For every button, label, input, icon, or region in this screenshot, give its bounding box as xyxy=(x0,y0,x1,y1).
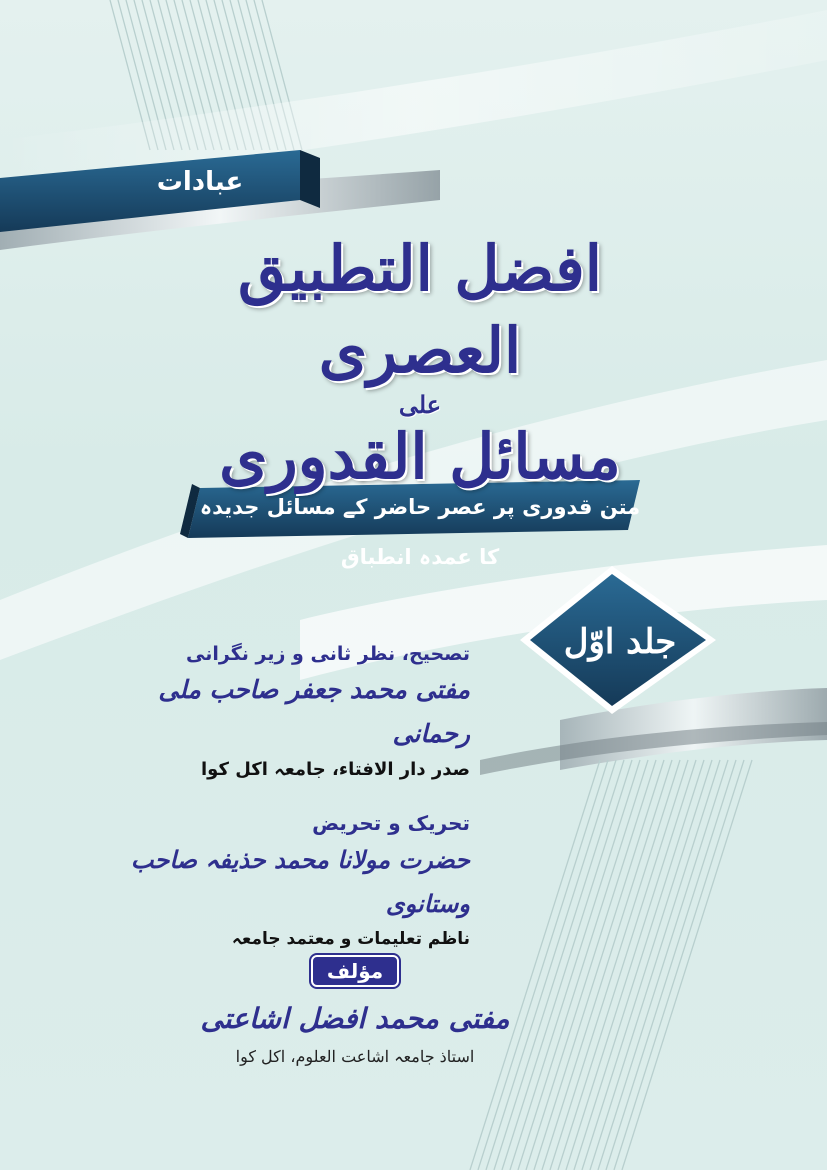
book-title xyxy=(130,228,710,496)
motivator-heading: تحریک و تحریض xyxy=(312,811,470,835)
title-line-2: مسائل القدوری xyxy=(219,420,621,493)
motivator-role: ناظم تعلیمات و معتمد جامعہ xyxy=(231,929,470,949)
author-label: مؤلف xyxy=(311,955,399,987)
editor-name: مفتی محمد جعفر صاحب ملی رحمانی xyxy=(158,675,470,748)
title-line-1: افضل التطبیق العصری xyxy=(238,232,602,387)
title-connector: علی xyxy=(398,390,442,419)
editor-heading: تصحیح، نظر ثانی و زیر نگرانی xyxy=(186,643,470,665)
subtitle-banner xyxy=(190,482,650,569)
motivator-name: حضرت مولانا محمد حذیفہ صاحب وستانوی xyxy=(130,845,470,918)
author-credit xyxy=(160,955,550,1069)
author-name: مفتی محمد افضل اشاعتی xyxy=(200,1002,510,1035)
volume-badge xyxy=(520,572,720,712)
author-role: استاذ جامعہ اشاعت العلوم، اکل کوا xyxy=(235,1047,475,1066)
motivator-credit xyxy=(90,808,470,952)
category-ribbon-label: عبادات xyxy=(156,167,244,197)
editor-credit xyxy=(90,640,470,784)
volume-label: جلد اوّل xyxy=(563,622,677,662)
subtitle-text: متن قدوری پر عصر حاضر کے مسائل جدیدہ کا عمدہ انطباق xyxy=(199,495,641,569)
editor-role: صدر دار الافتاء، جامعہ اکل کوا xyxy=(201,759,470,780)
